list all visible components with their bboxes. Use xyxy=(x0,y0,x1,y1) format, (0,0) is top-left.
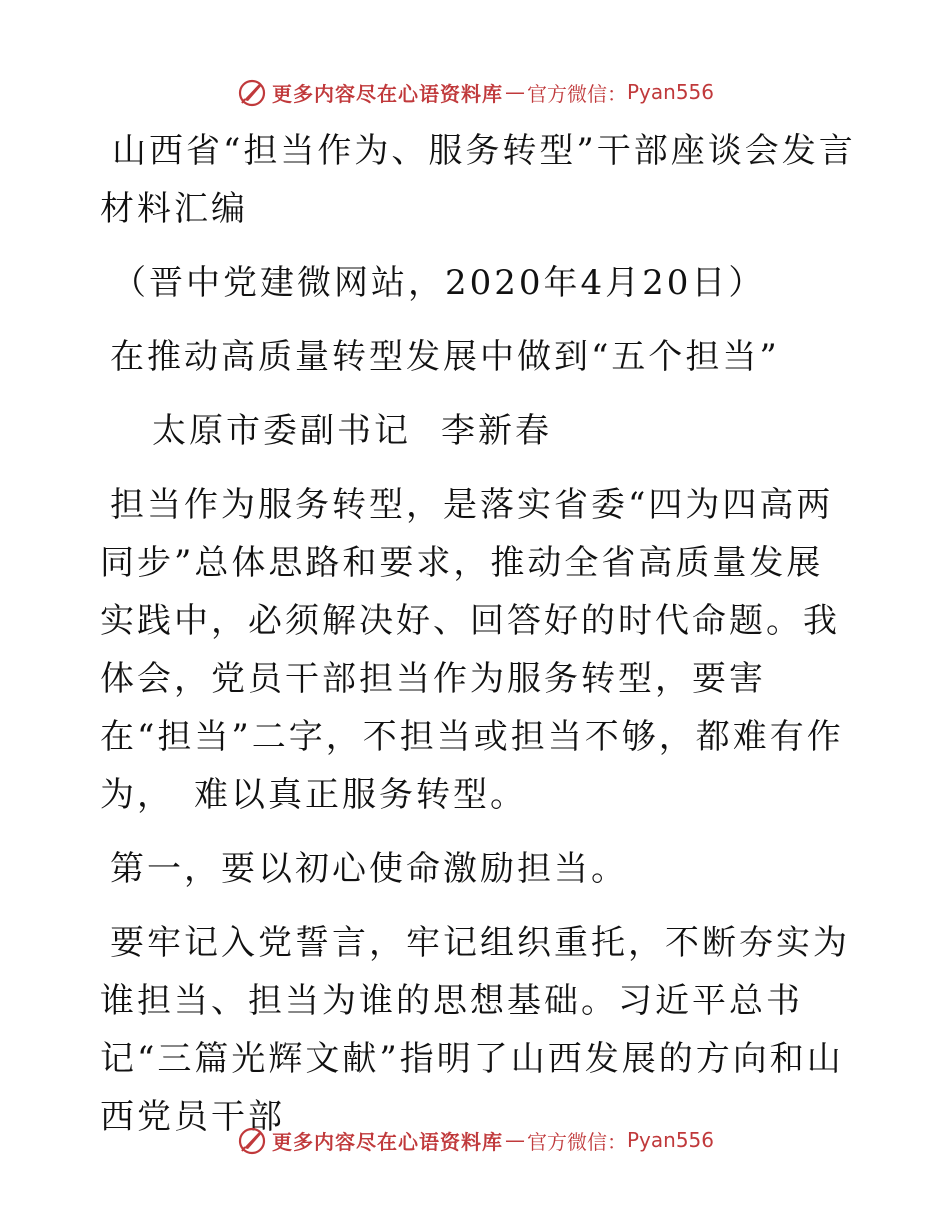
banner-separator: — xyxy=(504,80,525,104)
paragraph-first: 要牢记入党誓言，牢记组织重托，不断夯实为谁担当、担当为谁的思想基础。习近平总书记“三篇光辉文献”指明了山西发展的方向和山西党员干部 xyxy=(100,923,850,1137)
author-title: 太原市委副书记 xyxy=(152,411,411,451)
banner-brand: 更多内容尽在心语资料库 xyxy=(271,81,503,106)
banner-wechat-id: Pyan556 xyxy=(626,1128,714,1152)
quill-circle-logo-icon xyxy=(236,76,268,108)
banner-wechat-label: 官方微信： xyxy=(526,81,627,106)
document-source: （晋中党建微网站，2020年4月20日） xyxy=(112,263,766,303)
footer-banner xyxy=(0,1120,950,1160)
banner-wechat-label: 官方微信： xyxy=(526,1129,627,1154)
speech-title: 在推动高质量转型发展中做到“五个担当” xyxy=(110,337,780,377)
speech-author xyxy=(100,402,860,460)
header-banner xyxy=(0,72,950,112)
paragraph-intro: 担当作为服务转型，是落实省委“四为四高两同步”总体思路和要求，推动全省高质量发展实践中，必须解决好、回答好的时代命题。我体会，党员干部担当作为服务转型，要害在“担当”二字，不担当或担当不够，都难有作为， 难以真正服务转型。 xyxy=(100,485,844,815)
banner-brand: 更多内容尽在心语资料库 xyxy=(271,1129,503,1154)
section-heading-first: 第一，要以初心使命激励担当。 xyxy=(110,849,628,889)
banner-wechat-id: Pyan556 xyxy=(626,80,714,104)
document-body xyxy=(100,122,860,1146)
author-name: 李新春 xyxy=(441,411,552,451)
banner-separator: — xyxy=(504,1128,525,1152)
quill-circle-logo-icon xyxy=(236,1124,268,1156)
document-title: 山西省“担当作为、服务转型”干部座谈会发言材料汇编 xyxy=(100,131,856,229)
